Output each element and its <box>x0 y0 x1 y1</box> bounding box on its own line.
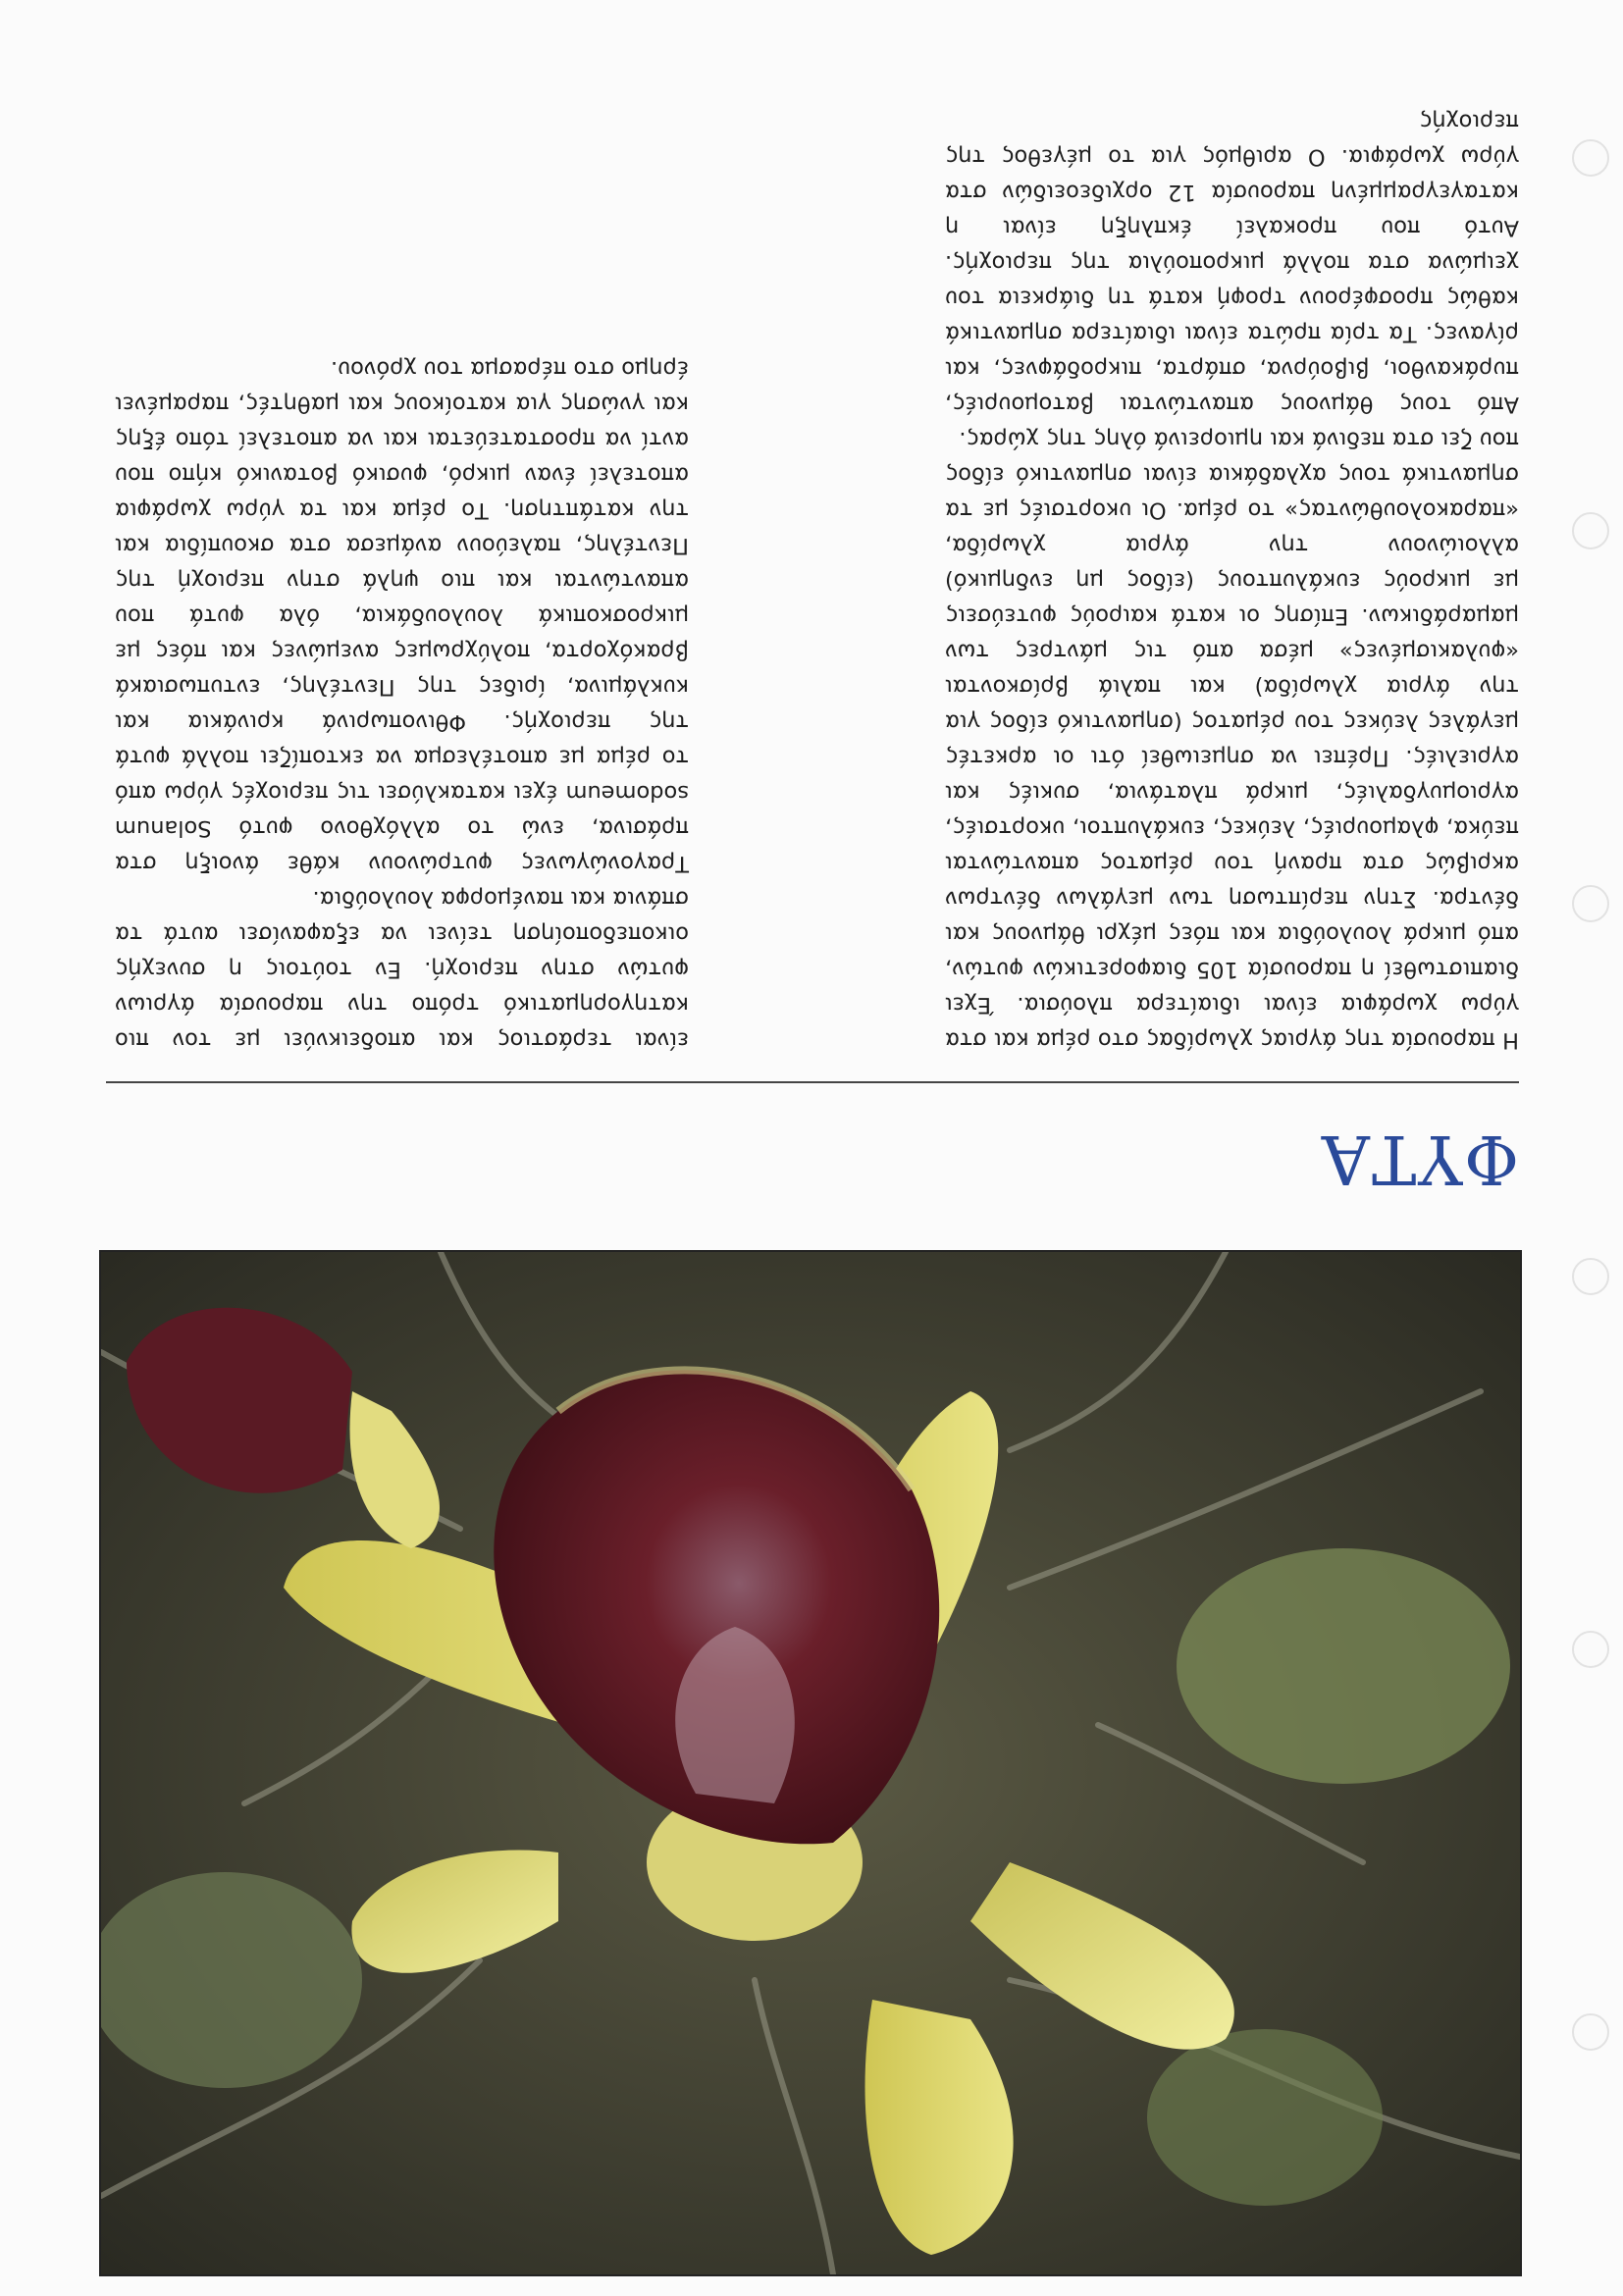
orchid-illustration <box>101 1252 1520 2274</box>
paragraph: είναι τεράστιος και αποδεικνύει με τον πιο κατηγορηματικό τρόπο την παρουσία άγριων φυτών στην περιοχή. Εν τούτοις η συνεχής οικοπεδοποίηση τείνει να εξαφανίσει αυτά τα σπάνια και πανέμορφα λουλούδια. <box>115 886 689 1053</box>
punch-hole <box>1572 1631 1609 1668</box>
punch-hole <box>1572 512 1609 549</box>
section-title: ΦΥΤΑ <box>1319 1120 1519 1197</box>
text-column-left <box>945 104 1519 1058</box>
punch-hole <box>1572 885 1609 922</box>
paragraph: Τραγονώγωνες φυτρώνουν κάθε άνοιξη στα πράσινα, ενώ το αλλόχθονο φυτό Solanum sodomeum έχει κατακλύσει τις περιοχές γύρω από το ρέμα με αποτέλεσμα να εκτοπίζει πολλά φυτά της περιοχής. Φθινοπωρινά κρινάκια και κυκλάμινα, ίριδες της Πεντέλης, εντυπωσιακά βρακόχορτα, πολύχρωμες ανεμώνες και πόες με μικροσκοπικά λουλουδάκια, όλα φυτά που απαντώνται και πιο ψηλά στην περιοχή της Πεντέλης, παλεύουν ανάμεσα στα σκουπίδια και την κατάπτηση. Το ρέμα και τα γύρω χωράφια αποτελεί έναν μικρό, φυσικό βοτανικό κήπο που αντί να προστατεύεται και να αποτελεί τόπο έξης και γνώσης για κατοίκους και μαθητές, παραμένει έρημο στο πέρασμα του χρόνου. <box>115 356 689 876</box>
punch-hole <box>1572 1258 1609 1295</box>
punch-hole <box>1572 139 1609 177</box>
title-divider <box>106 1081 1519 1083</box>
punch-hole <box>1572 2013 1609 2051</box>
orchid-flower-photo <box>99 1250 1522 2276</box>
paragraph: Από τους θάμνους απαντώνται βατομουριές, πυράκανθοι, βιβούρνα, σπάρτα, πικροδάφνες, και ρίγανες. Τα τρία πρώτα είναι ιδιαίτερα σημαντικά καθώς προσφέρουν τροφή κατά τη διάρκεια του χειμώνα στα πολλά μικροπούλια της περιοχής. Αυτό που προκαλεί έκπληξη είναι η καταγεγραμμένη παρουσία 12 ορχιδεοειδών στα γύρω χωράφια. Ο αριθμός για το μέγεθος της περιοχής <box>945 109 1519 417</box>
paragraph: Η παρουσία της άγριας χλωρίδας στο ρέμα και στα γύρω χωράφια είναι ιδιαίτερα πλούσια. Έχει διαπιστωθεί η παρουσία 105 διαφορετικών φυτών, από μικρά λουλούδια και πόες μέχρι θάμνους και δέντρα. Στην περίπτωση των μεγάλων δέντρων ακριβώς στα πρανή του ρέματος απαντώνται πεύκα, φλαμουριές, λεύκες, ευκάλυπτοι, υκορτσιές, αγριομυγδαλιές, μικρά πλατάνια, συκιές και αγριελιές. Πρέπει να σημειωθεί ότι οι αρκετές μεγάλες λεύκες του ρέματος (σημαντικό είδος για την άγρια χλωρίδα) και παλιά βρίσκονται «φυλακισμένες» μέσα από τις μάντρες των μαμαράδικων. Επίσης οι κατά καιρούς φυτεύσεις με μικρούς ευκάλυπτους (είδος μη ενδημικό) αλλοιώνουν την άγρια χλωρίδα, «παρακολουθώντας» το ρέμα. Οι υκορτσιές με τα σημαντικά τους αχλαδάκια είναι σημαντικό είδος που ζει στα πεδινά και ημιορεινά όλης της χώρας. <box>945 427 1519 1053</box>
text-column-right <box>115 351 689 1058</box>
